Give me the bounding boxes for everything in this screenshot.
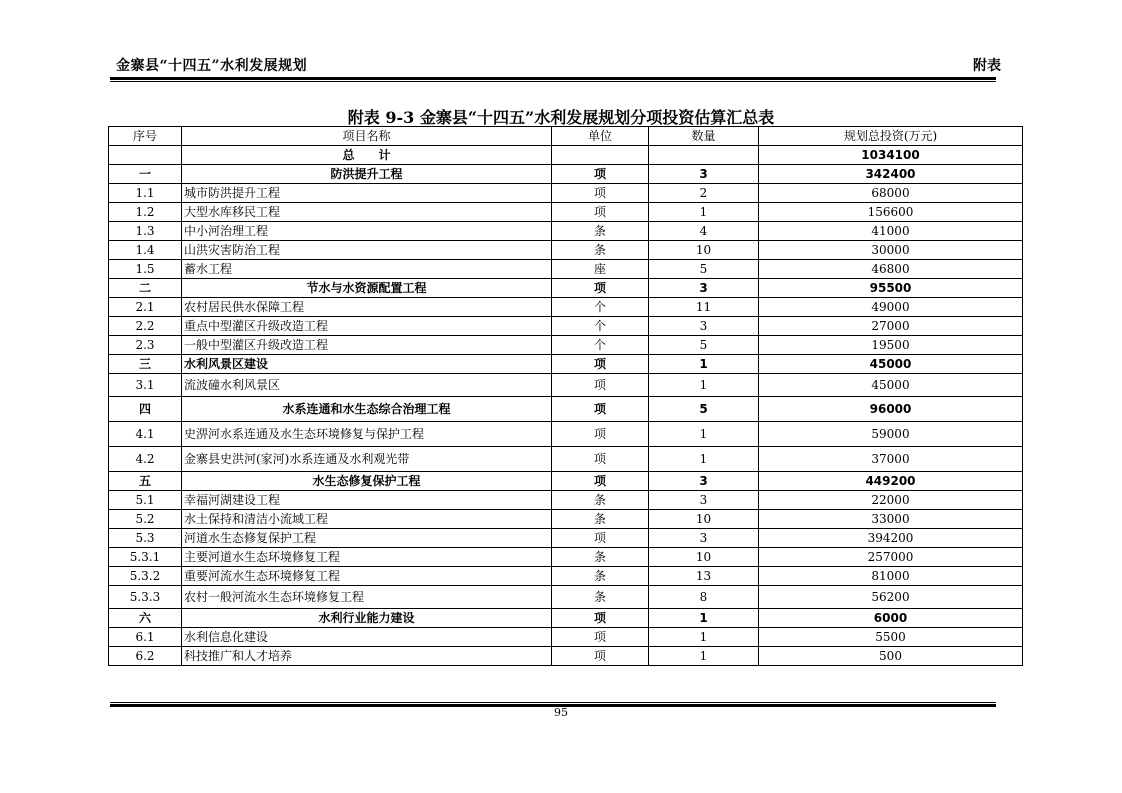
row-number: 6.1 [109, 628, 182, 647]
row-investment: 500 [759, 647, 1023, 666]
row-number: 5.3.1 [109, 548, 182, 567]
row-project-name: 幸福河湖建设工程 [182, 491, 552, 510]
row-quantity: 1 [649, 447, 759, 472]
row-number: 2.2 [109, 317, 182, 336]
row-number: 1.1 [109, 184, 182, 203]
row-quantity: 8 [649, 586, 759, 609]
table-row [109, 491, 1023, 510]
row-number: 5.1 [109, 491, 182, 510]
row-project-name: 水利行业能力建设 [182, 609, 552, 628]
table-row [109, 146, 1023, 165]
footer-rule-thin [110, 702, 996, 703]
table-row [109, 628, 1023, 647]
row-unit: 项 [552, 203, 649, 222]
row-quantity: 5 [649, 336, 759, 355]
row-unit: 项 [552, 647, 649, 666]
row-project-name: 流波䃥水利风景区 [182, 374, 552, 397]
row-project-name: 节水与水资源配置工程 [182, 279, 552, 298]
row-number: 1.3 [109, 222, 182, 241]
row-quantity: 1 [649, 355, 759, 374]
row-project-name: 水土保持和清洁小流域工程 [182, 510, 552, 529]
table-row [109, 422, 1023, 447]
col-header-no: 序号 [109, 127, 182, 146]
row-project-name: 城市防洪提升工程 [182, 184, 552, 203]
row-unit: 座 [552, 260, 649, 279]
row-number: 3.1 [109, 374, 182, 397]
row-quantity: 3 [649, 472, 759, 491]
row-project-name: 防洪提升工程 [182, 165, 552, 184]
table-row [109, 165, 1023, 184]
row-investment: 59000 [759, 422, 1023, 447]
row-unit: 项 [552, 279, 649, 298]
row-quantity: 3 [649, 317, 759, 336]
row-quantity: 10 [649, 510, 759, 529]
row-project-name: 金寨县史洪河(家河)水系连通及水利观光带 [182, 447, 552, 472]
row-number: 6.2 [109, 647, 182, 666]
row-investment: 49000 [759, 298, 1023, 317]
col-header-invest: 规划总投资(万元) [759, 127, 1023, 146]
row-number: 一 [109, 165, 182, 184]
row-quantity: 3 [649, 165, 759, 184]
row-investment: 342400 [759, 165, 1023, 184]
row-project-name: 史淠河水系连通及水生态环境修复与保护工程 [182, 422, 552, 447]
row-investment: 96000 [759, 397, 1023, 422]
row-investment: 41000 [759, 222, 1023, 241]
row-quantity: 5 [649, 260, 759, 279]
row-investment: 45000 [759, 374, 1023, 397]
row-project-name: 水利风景区建设 [182, 355, 552, 374]
row-quantity: 11 [649, 298, 759, 317]
row-project-name: 蓄水工程 [182, 260, 552, 279]
table-row [109, 184, 1023, 203]
row-investment: 5500 [759, 628, 1023, 647]
table-row [109, 317, 1023, 336]
page-number: 95 [554, 706, 568, 719]
row-unit: 项 [552, 184, 649, 203]
row-unit: 项 [552, 397, 649, 422]
table-row [109, 548, 1023, 567]
row-project-name: 水系连通和水生态综合治理工程 [182, 397, 552, 422]
col-header-name: 项目名称 [182, 127, 552, 146]
row-project-name: 大型水库移民工程 [182, 203, 552, 222]
table-row [109, 203, 1023, 222]
row-unit: 项 [552, 355, 649, 374]
row-number: 三 [109, 355, 182, 374]
table-row [109, 374, 1023, 397]
row-project-name: 重要河流水生态环境修复工程 [182, 567, 552, 586]
row-investment: 33000 [759, 510, 1023, 529]
row-investment: 1034100 [759, 146, 1023, 165]
row-unit: 条 [552, 567, 649, 586]
table-row [109, 529, 1023, 548]
table-body [109, 146, 1023, 666]
row-number: 5.3.2 [109, 567, 182, 586]
row-quantity: 1 [649, 647, 759, 666]
row-quantity: 5 [649, 397, 759, 422]
row-project-name: 科技推广和人才培养 [182, 647, 552, 666]
row-quantity: 13 [649, 567, 759, 586]
row-investment: 449200 [759, 472, 1023, 491]
row-quantity: 4 [649, 222, 759, 241]
row-number: 5.3.3 [109, 586, 182, 609]
row-quantity: 2 [649, 184, 759, 203]
table-row [109, 609, 1023, 628]
row-quantity: 10 [649, 241, 759, 260]
row-unit: 项 [552, 472, 649, 491]
table-row [109, 397, 1023, 422]
row-investment: 46800 [759, 260, 1023, 279]
row-project-name: 农村居民供水保障工程 [182, 298, 552, 317]
row-number: 2.3 [109, 336, 182, 355]
row-project-name: 重点中型灌区升级改造工程 [182, 317, 552, 336]
row-quantity [649, 146, 759, 165]
row-quantity: 1 [649, 374, 759, 397]
row-number: 4.1 [109, 422, 182, 447]
row-investment: 45000 [759, 355, 1023, 374]
row-investment: 30000 [759, 241, 1023, 260]
table-row [109, 510, 1023, 529]
table-row [109, 336, 1023, 355]
row-quantity: 10 [649, 548, 759, 567]
header-rule-thick [110, 77, 996, 80]
row-project-name: 河道水生态修复保护工程 [182, 529, 552, 548]
row-unit: 个 [552, 317, 649, 336]
row-unit: 条 [552, 241, 649, 260]
row-project-name: 山洪灾害防治工程 [182, 241, 552, 260]
running-header-section: 附表 [973, 58, 1001, 74]
row-number [109, 146, 182, 165]
table-row [109, 222, 1023, 241]
row-unit: 项 [552, 447, 649, 472]
row-quantity: 1 [649, 628, 759, 647]
row-quantity: 1 [649, 609, 759, 628]
running-header-title: 金寨县“十四五”水利发展规划 [116, 58, 308, 74]
row-project-name: 中小河治理工程 [182, 222, 552, 241]
row-unit: 条 [552, 491, 649, 510]
header-rule-thin [110, 81, 996, 82]
col-header-qty: 数量 [649, 127, 759, 146]
row-project-name: 农村一般河流水生态环境修复工程 [182, 586, 552, 609]
row-investment: 6000 [759, 609, 1023, 628]
table-row [109, 586, 1023, 609]
row-investment: 394200 [759, 529, 1023, 548]
table-row [109, 355, 1023, 374]
row-unit: 项 [552, 609, 649, 628]
row-project-name: 一般中型灌区升级改造工程 [182, 336, 552, 355]
col-header-unit: 单位 [552, 127, 649, 146]
row-number: 五 [109, 472, 182, 491]
row-unit: 项 [552, 529, 649, 548]
row-number: 四 [109, 397, 182, 422]
row-number: 六 [109, 609, 182, 628]
row-number: 1.4 [109, 241, 182, 260]
row-project-name: 水生态修复保护工程 [182, 472, 552, 491]
table-row [109, 567, 1023, 586]
investment-summary-table [108, 126, 1023, 666]
table-row [109, 472, 1023, 491]
row-investment: 81000 [759, 567, 1023, 586]
row-number: 二 [109, 279, 182, 298]
table-header-row [109, 127, 1023, 146]
table-row [109, 447, 1023, 472]
row-unit: 个 [552, 298, 649, 317]
row-investment: 19500 [759, 336, 1023, 355]
row-number: 5.2 [109, 510, 182, 529]
row-number: 1.5 [109, 260, 182, 279]
row-quantity: 1 [649, 422, 759, 447]
row-unit: 条 [552, 510, 649, 529]
row-unit: 条 [552, 222, 649, 241]
table-title: 附表 9-3 金寨县“十四五”水利发展规划分项投资估算汇总表 [347, 108, 775, 127]
row-number: 4.2 [109, 447, 182, 472]
row-quantity: 3 [649, 529, 759, 548]
row-investment: 95500 [759, 279, 1023, 298]
table-row [109, 241, 1023, 260]
row-quantity: 3 [649, 491, 759, 510]
row-unit: 项 [552, 374, 649, 397]
table-row [109, 647, 1023, 666]
row-investment: 56200 [759, 586, 1023, 609]
row-unit: 项 [552, 422, 649, 447]
row-number: 1.2 [109, 203, 182, 222]
row-investment: 257000 [759, 548, 1023, 567]
row-project-name: 总 计 [182, 146, 552, 165]
row-quantity: 3 [649, 279, 759, 298]
table-row [109, 298, 1023, 317]
row-number: 5.3 [109, 529, 182, 548]
row-investment: 156600 [759, 203, 1023, 222]
row-unit: 条 [552, 548, 649, 567]
row-unit: 个 [552, 336, 649, 355]
row-unit: 项 [552, 628, 649, 647]
row-unit: 条 [552, 586, 649, 609]
row-unit: 项 [552, 165, 649, 184]
row-project-name: 主要河道水生态环境修复工程 [182, 548, 552, 567]
row-investment: 68000 [759, 184, 1023, 203]
row-project-name: 水利信息化建设 [182, 628, 552, 647]
row-investment: 22000 [759, 491, 1023, 510]
table-row [109, 279, 1023, 298]
row-quantity: 1 [649, 203, 759, 222]
row-investment: 27000 [759, 317, 1023, 336]
table-row [109, 260, 1023, 279]
row-investment: 37000 [759, 447, 1023, 472]
row-number: 2.1 [109, 298, 182, 317]
row-unit [552, 146, 649, 165]
